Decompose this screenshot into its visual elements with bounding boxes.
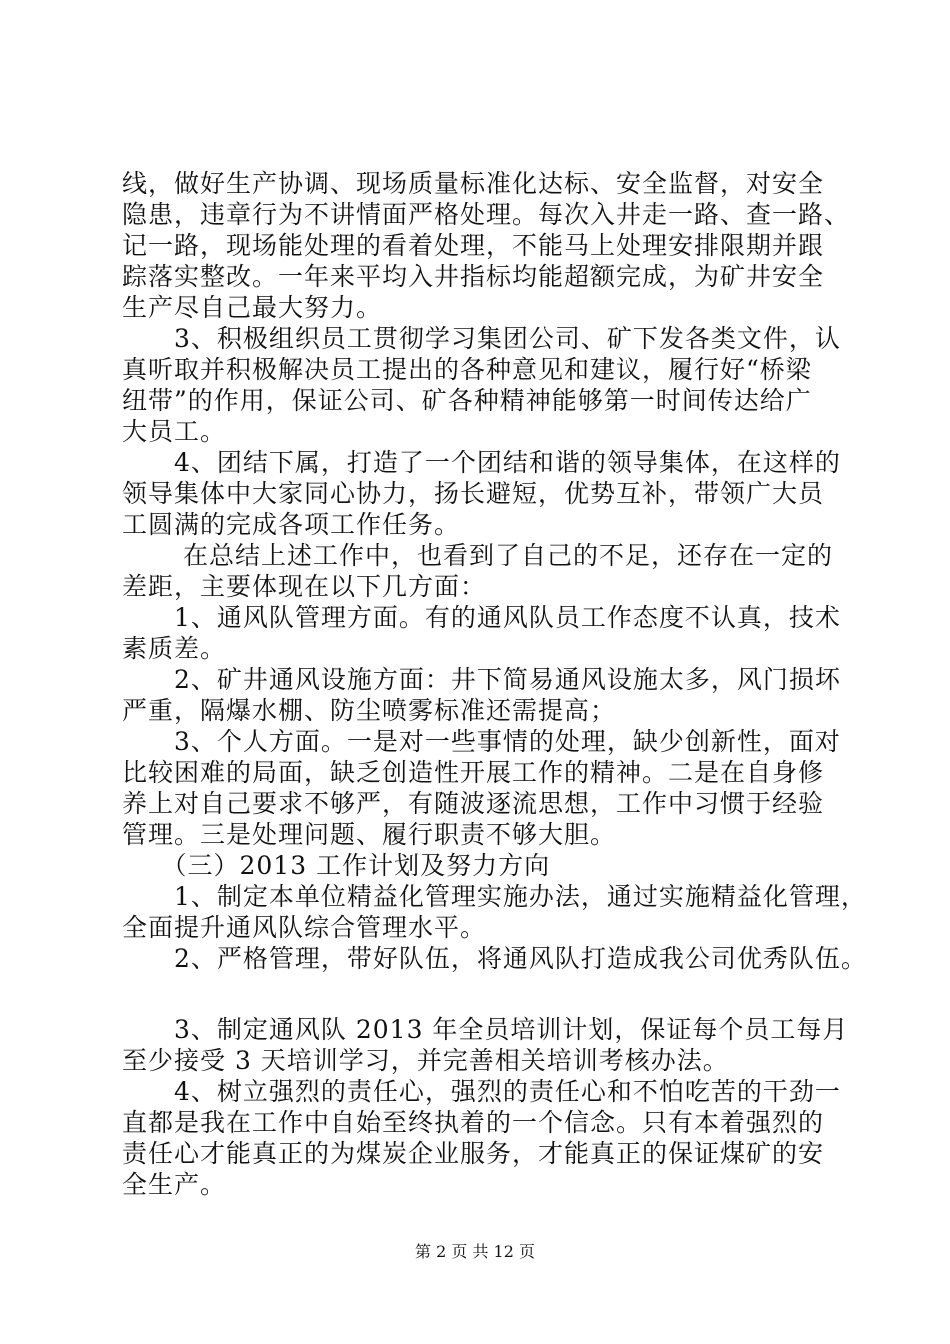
text-line: 1、通风队管理方面。有的通风队员工作态度不认真，技术 [122,603,841,632]
text-line: 比较困难的局面，缺乏创造性开展工作的精神。二是在自身修 [122,758,825,787]
text-line: 责任心才能真正的为煤炭企业服务，才能真正的保证煤矿的安 [122,1139,825,1168]
text-line: 3、积极组织员工贯彻学习集团公司、矿下发各类文件，认 [122,324,841,353]
text-line: （三）2013 工作计划及努力方向 [122,851,551,880]
text-line: 2、严格管理，带好队伍，将通风队打造成我公司优秀队伍。 [122,944,867,973]
text-line: 差距，主要体现在以下几方面： [122,572,487,601]
text-line: 2、矿井通风设施方面：井下简易通风设施太多，风门损坏 [122,665,841,694]
text-line: 3、制定通风队 2013 年全员培训计划，保证每个员工每月 [122,1015,849,1044]
text-line: 素质差。 [122,634,227,663]
text-line: 直都是我在工作中自始至终执着的一个信念。只有本着强烈的 [122,1108,825,1137]
text-part-b [122,1014,849,1200]
text-line: 线，做好生产协调、现场质量标准化达标、安全监督，对安全 [122,169,825,198]
text-line: 严重，隔爆水棚、防尘喷雾标准还需提高； [122,696,617,725]
text-line: 记一路，现场能处理的看着处理，不能马上处理安排限期并跟 [122,231,825,260]
paragraph-gap [122,974,834,1014]
text-line: 真听取并积极解决员工提出的各种意见和建议，履行好“桥梁 [122,355,812,384]
text-line: 4、团结下属，打造了一个团结和谐的领导集体，在这样的 [122,448,841,477]
text-line: 隐患，违章行为不讲情面严格处理。每次入井走一路、查一路、 [122,200,851,229]
text-line: 领导集体中大家同心协力，扬长避短，优势互补，带领广大员 [122,479,825,508]
page-footer: 第 2 页 共 12 页 [415,1242,535,1261]
text-line: 踪落实整改。一年来平均入井指标均能超额完成，为矿井安全 [122,262,825,291]
text-line: 工圆满的完成各项工作任务。 [122,510,461,539]
body-text [122,168,867,1200]
text-line: 养上对自己要求不够严，有随波逐流思想，工作中习惯于经验 [122,789,825,818]
text-part-a [122,168,867,974]
text-line: 3、个人方面。一是对一些事情的处理，缺少创新性，面对 [122,727,841,756]
text-line: 管理。三是处理问题、履行职责不够大胆。 [122,820,617,849]
text-line: 生产尽自己最大努力。 [122,293,383,322]
text-line: 4、树立强烈的责任心，强烈的责任心和不怕吃苦的干劲一 [122,1077,841,1106]
text-line: 纽带”的作用，保证公司、矿各种精神能够第一时间传达给广 [122,386,812,415]
text-line: 全面提升通风队综合管理水平。 [122,913,487,942]
text-line: 全生产。 [122,1170,227,1199]
text-line: 在总结上述工作中，也看到了自己的不足，还存在一定的 [122,541,833,570]
text-line: 至少接受 3 天培训学习，并完善相关培训考核办法。 [122,1046,729,1075]
text-line: 1、制定本单位精益化管理实施办法，通过实施精益化管理， [122,882,867,911]
text-line: 大员工。 [122,417,227,446]
